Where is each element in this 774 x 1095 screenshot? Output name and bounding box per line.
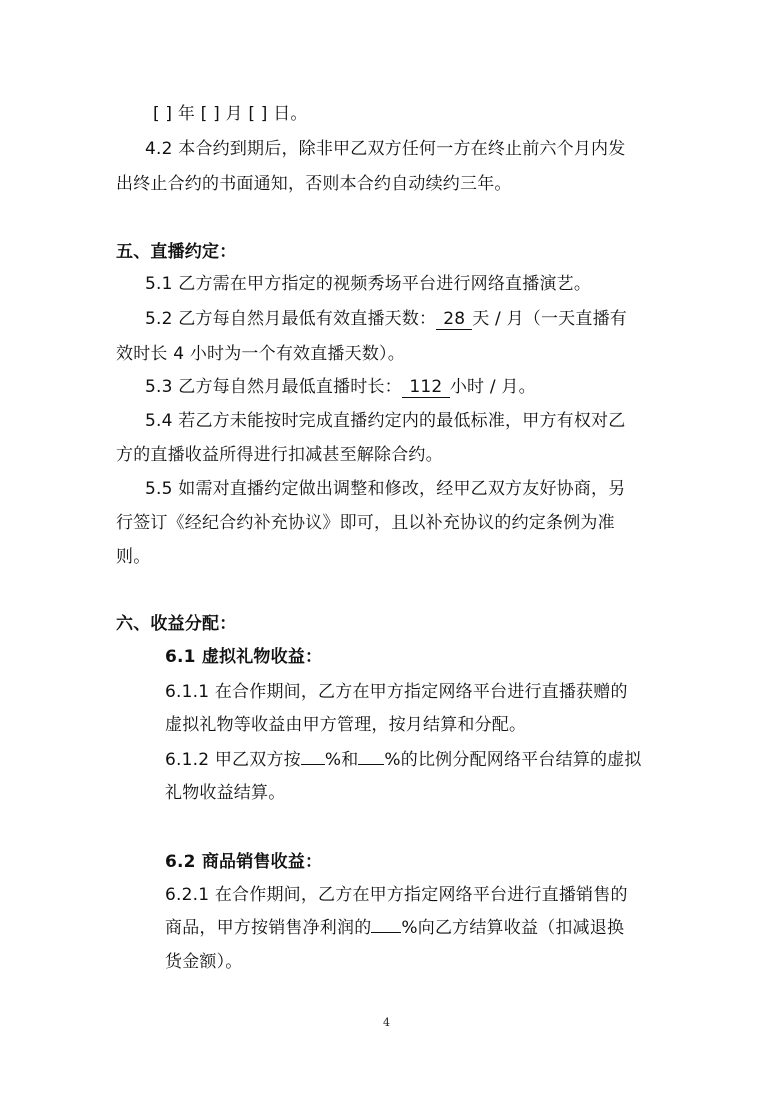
- clause-6-1-2-line-1: [165, 748, 642, 772]
- subsection-6-2-heading: 6.2 商品销售收益：: [165, 852, 323, 872]
- clause-5-4-line-1: 5.4 若乙方未能按时完成直播约定内的最低标准，甲方有权对乙: [145, 411, 626, 431]
- clause-6-2-1-line-1: 6.2.1 在合作期间，乙方在甲方指定网络平台进行直播销售的: [165, 885, 628, 905]
- clause-5-1: 5.1 乙方需在甲方指定的视频秀场平台进行网络直播演艺。: [145, 274, 592, 294]
- share-blank-1: [301, 748, 325, 765]
- clause-5-3: [145, 375, 536, 399]
- clause-6-1-2-line-2: 礼物收益结算。: [165, 783, 286, 803]
- clause-5-5-line-2: 行签订《经纪合约补充协议》即可，且以补充协议的约定条例为准: [116, 513, 615, 533]
- clause-6-2-1-line-3: 货金额）。: [165, 952, 243, 972]
- clause-6-2-1-line-2: [165, 916, 624, 940]
- clause-6-2-1-prefix: 商品，甲方按销售净利润的: [165, 918, 372, 938]
- subsection-6-1-heading: 6.1 虚拟礼物收益：: [165, 647, 323, 667]
- clause-6-1-1-line-1: 6.1.1 在合作期间，乙方在甲方指定网络平台进行直播获赠的: [165, 682, 628, 702]
- clause-5-2-prefix: 5.2 乙方每自然月最低有效直播天数：: [145, 309, 437, 329]
- min-hours-value: 112: [402, 377, 450, 398]
- clause-4-2-line-1: 4.2 本合约到期后，除非甲乙双方任何一方在终止前六个月内发: [145, 139, 626, 159]
- clause-5-2-line-1: [145, 307, 627, 331]
- date-line: [ ] 年 [ ] 月 [ ] 日。: [153, 104, 308, 124]
- clause-5-3-suffix: 小时 / 月。: [449, 377, 536, 397]
- clause-6-2-1-suffix: %向乙方结算收益（扣减退换: [401, 918, 625, 938]
- share-blank-2: [358, 748, 384, 765]
- clause-5-3-prefix: 5.3 乙方每自然月最低直播时长：: [145, 377, 402, 397]
- clause-4-2-line-2: 出终止合约的书面通知，否则本合约自动续约三年。: [116, 174, 512, 194]
- clause-5-4-line-2: 方的直播收益所得进行扣减甚至解除合约。: [116, 445, 443, 465]
- min-days-value: 28: [436, 309, 472, 330]
- clause-6-1-1-line-2: 虚拟礼物等收益由甲方管理，按月结算和分配。: [165, 715, 527, 735]
- clause-5-5-line-1: 5.5 如需对直播约定做出调整和修改，经甲乙双方友好协商，另: [145, 479, 626, 499]
- profit-share-blank: [371, 916, 401, 933]
- clause-6-1-2-prefix: 6.1.2 甲乙双方按: [165, 750, 301, 770]
- clause-5-2-line-2: 效时长 4 小时为一个有效直播天数）。: [116, 344, 405, 364]
- clause-5-2-suffix: 天 / 月（一天直播有: [472, 309, 627, 329]
- clause-6-1-2-mid: %和: [324, 750, 359, 770]
- clause-5-5-line-3: 则。: [116, 547, 151, 567]
- clause-6-1-2-suffix: %的比例分配网络平台结算的虚拟: [384, 750, 642, 770]
- page-number: 4: [383, 1016, 390, 1029]
- section-6-heading: 六、收益分配：: [116, 614, 237, 634]
- section-5-heading: 五、直播约定：: [116, 242, 237, 262]
